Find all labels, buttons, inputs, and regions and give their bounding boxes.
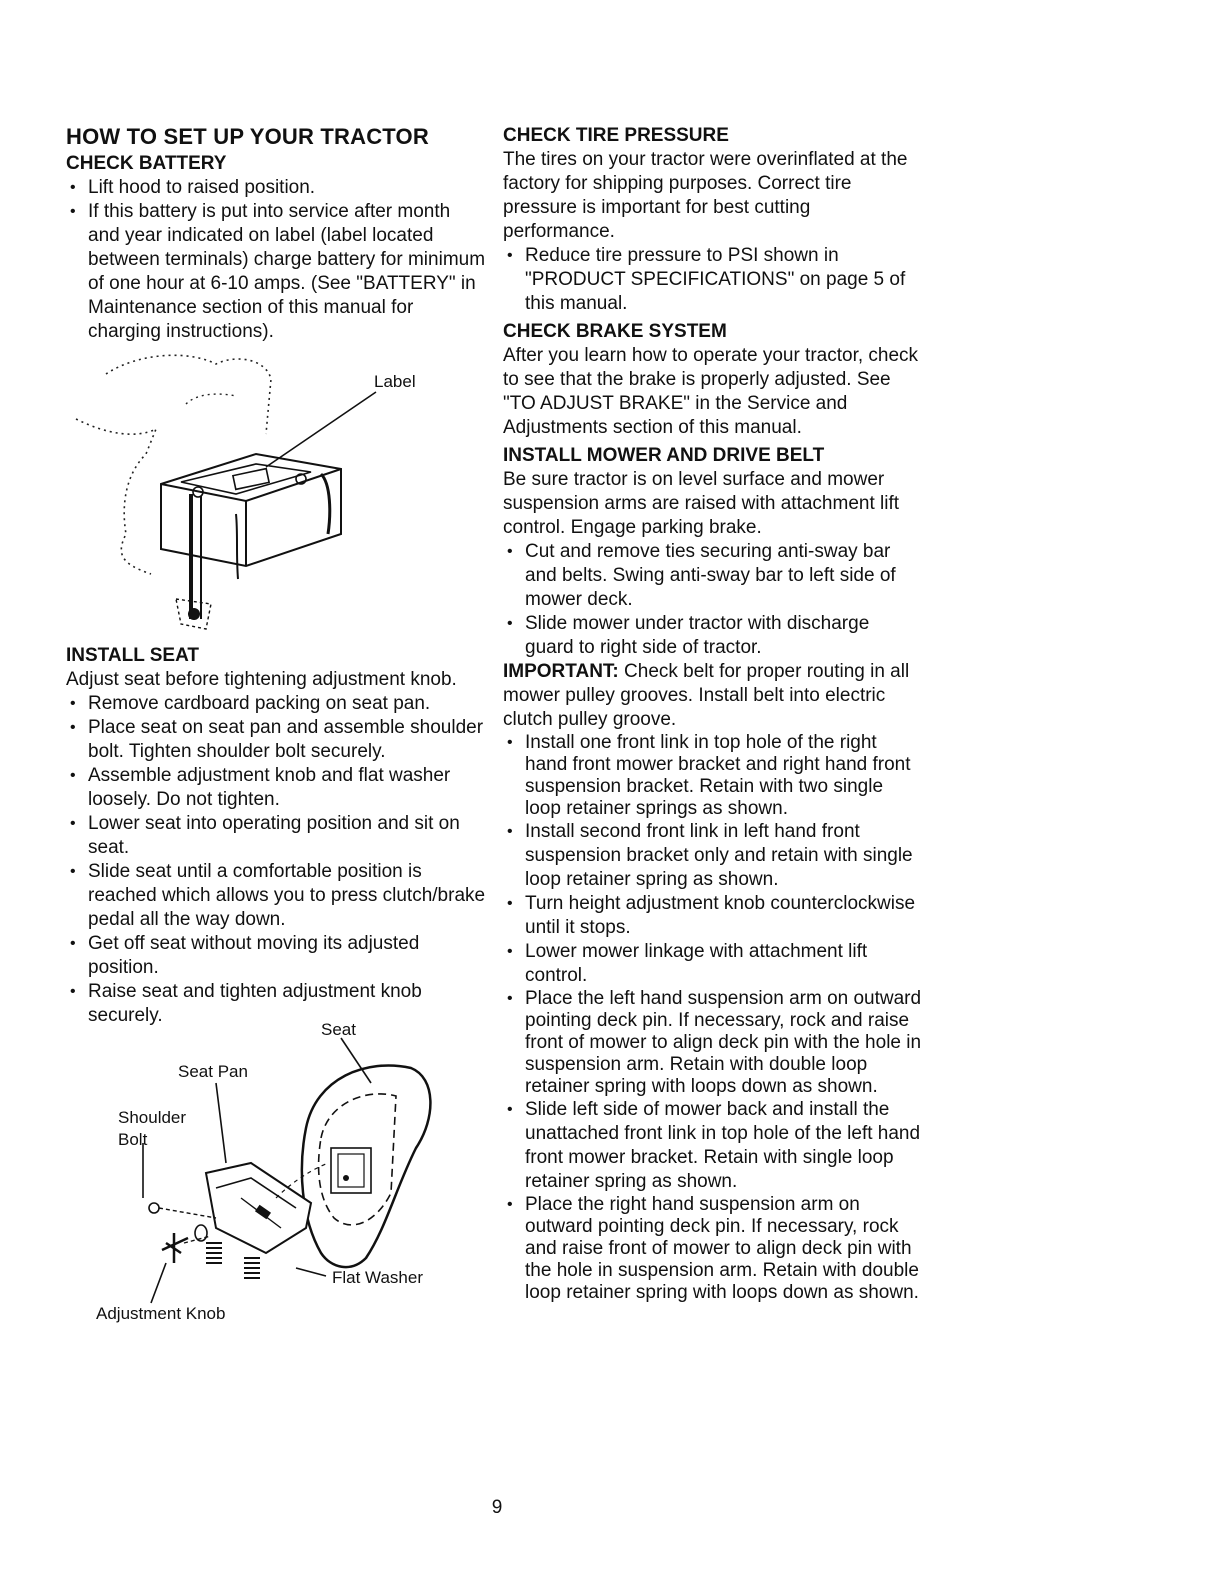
seat-list [66,692,486,1028]
mower-list-a [503,540,923,660]
install-seat-heading: INSTALL SEAT [66,645,199,666]
list-item: • If this battery is put into service after month and year indicated on label (label located between terminals) charge battery for minimum of one hour at 6-10 amps. (See "BATTERY" in Maintenance section of this manual for charging instructions). [66,200,486,344]
battery-illustration [66,344,486,644]
list-item: • Get off seat without moving its adjusted position. [66,932,486,980]
important-note [503,660,923,732]
seat-figure [66,1020,486,1328]
important-label: IMPORTANT: [503,661,619,682]
list-item: • Reduce tire pressure to PSI shown in "PRODUCT SPECIFICATIONS" on page 5 of this manual. [503,244,923,316]
list-item: • Lower mower linkage with attachment lift control. [503,940,923,988]
tire-intro: The tires on your tractor were overinflated at the factory for shipping purposes. Correct tire pressure is important for best cutting performance. [503,149,908,242]
tire-list [503,244,923,316]
list-item: • Lift hood to raised position. [66,176,486,200]
list-item: • Lower seat into operating position and sit on seat. [66,812,486,860]
right-column [503,124,923,1304]
seat-pan-label: Seat Pan [178,1062,248,1081]
adjustment-knob-label: Adjustment Knob [96,1304,226,1323]
page-title: HOW TO SET UP YOUR TRACTOR [66,124,429,149]
flat-washer-label: Flat Washer [332,1268,424,1287]
list-item: • Install one front link in top hole of the right hand front mower bracket and right hand front suspension bracket. Retain with two single loop retainer springs as shown. [503,732,923,820]
list-item: • Place seat on seat pan and assemble shoulder bolt. Tighten shoulder bolt securely. [66,716,486,764]
label-callout: Label [374,372,416,391]
list-item: • Raise seat and tighten adjustment knob securely. [66,980,486,1028]
mower-intro: Be sure tractor is on level surface and mower suspension arms are raised with attachment lift control. Engage parking brake. [503,469,900,538]
check-tire-pressure-heading: CHECK TIRE PRESSURE [503,125,729,146]
battery-figure [66,344,486,644]
list-item: • Install second front link in left hand front suspension bracket only and retain with single loop retainer spring as shown. [503,820,923,892]
shoulder-bolt-label-2: Bolt [118,1130,148,1149]
list-item: • Slide mower under tractor with discharge guard to right side of tractor. [503,612,923,660]
check-brake-heading: CHECK BRAKE SYSTEM [503,321,727,342]
list-item: • Turn height adjustment knob counterclockwise until it stops. [503,892,923,940]
list-item: • Slide left side of mower back and install the unattached front link in top hole of the left hand front mower bracket. Retain with single loop retainer spring as shown. [503,1098,923,1194]
list-item: • Remove cardboard packing on seat pan. [66,692,486,716]
mower-list-b [503,732,923,1304]
list-item: • Place the left hand suspension arm on outward pointing deck pin. If necessary, rock and raise front of mower to align deck pin with the hole in suspension arm. Retain with double loop retainer spring with loops down as shown. [503,988,923,1098]
seat-label: Seat [321,1020,356,1039]
install-seat-intro: Adjust seat before tightening adjustment knob. [66,669,457,690]
battery-list [66,176,486,344]
page-number: 9 [491,1497,503,1518]
check-battery-heading: CHECK BATTERY [66,153,227,174]
list-item: • Slide seat until a comfortable position is reached which allows you to press clutch/brake pedal all the way down. [66,860,486,932]
left-column [66,124,486,1328]
brake-text: After you learn how to operate your tractor, check to see that the brake is properly adjusted. See "TO ADJUST BRAKE" in the Service and Adjustments section of this manual. [503,345,919,438]
important-text: Check belt for proper routing in all mower pulley grooves. Install belt into electric clutch pulley groove. [503,661,910,730]
install-mower-heading: INSTALL MOWER AND DRIVE BELT [503,445,825,466]
list-item: • Place the right hand suspension arm on outward pointing deck pin. If necessary, rock and raise front of mower to align deck pin with the hole in suspension arm. Retain with double loop retainer spring with loops down as shown. [503,1194,923,1304]
list-item: • Cut and remove ties securing anti-sway bar and belts. Swing anti-sway bar to left side of mower deck. [503,540,923,612]
list-item: • Assemble adjustment knob and flat washer loosely. Do not tighten. [66,764,486,812]
shoulder-bolt-label: Shoulder [118,1108,187,1127]
